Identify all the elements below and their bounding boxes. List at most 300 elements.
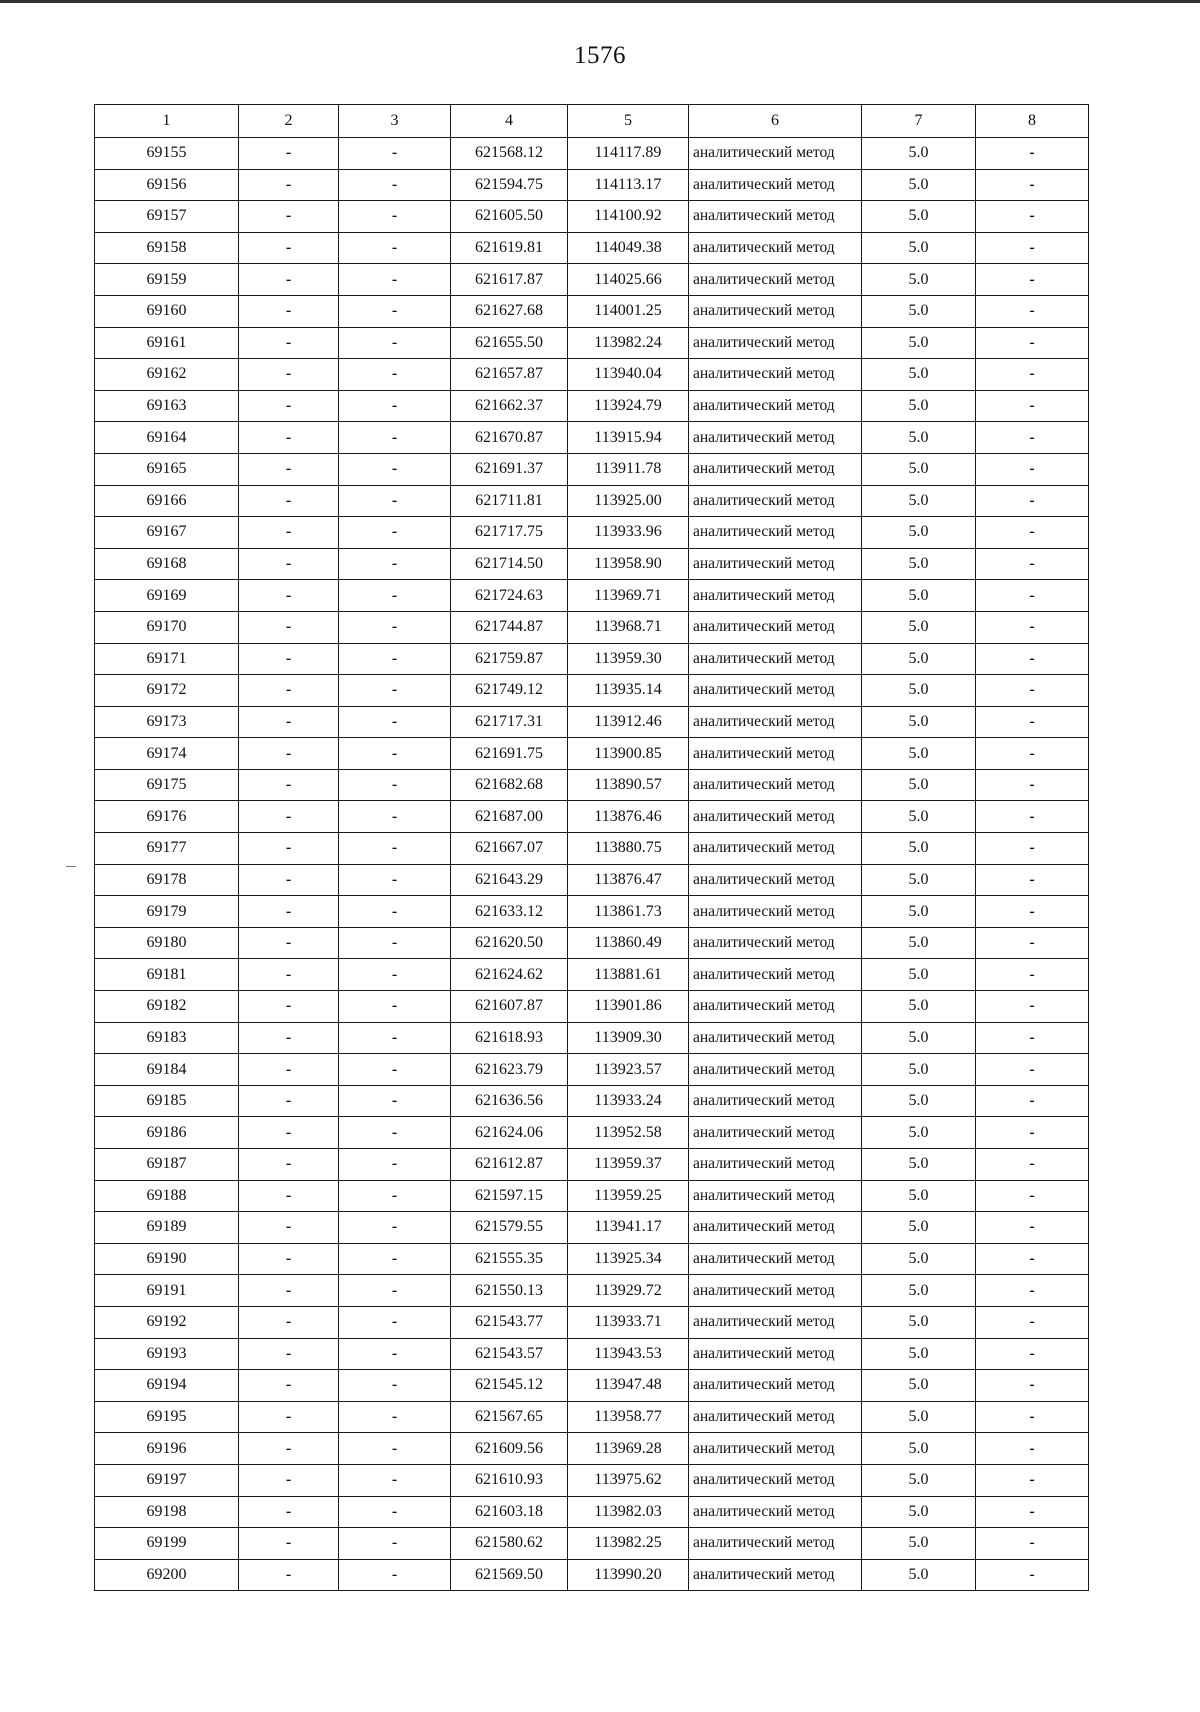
col2-value: - <box>239 927 339 959</box>
col3-value: - <box>339 1117 451 1149</box>
col8-value: - <box>976 927 1089 959</box>
point-number: 69166 <box>95 485 239 517</box>
col2-value: - <box>239 1022 339 1054</box>
col8-value: - <box>976 1338 1089 1370</box>
x-coordinate: 621580.62 <box>451 1528 568 1560</box>
col8-value: - <box>976 1275 1089 1307</box>
method: аналитический метод <box>689 959 862 991</box>
method: аналитический метод <box>689 896 862 928</box>
col3-value: - <box>339 1496 451 1528</box>
col2-value: - <box>239 1528 339 1560</box>
table-row <box>95 1401 1089 1433</box>
point-number: 69184 <box>95 1054 239 1086</box>
y-coordinate: 113940.04 <box>568 359 689 391</box>
accuracy: 5.0 <box>862 359 976 391</box>
method: аналитический метод <box>689 1496 862 1528</box>
y-coordinate: 113923.57 <box>568 1054 689 1086</box>
accuracy: 5.0 <box>862 201 976 233</box>
column-header-2: 2 <box>239 105 339 138</box>
y-coordinate: 113901.86 <box>568 991 689 1023</box>
col3-value: - <box>339 359 451 391</box>
scan-artifact-mark <box>66 866 76 867</box>
col2-value: - <box>239 422 339 454</box>
col2-value: - <box>239 485 339 517</box>
table-row <box>95 359 1089 391</box>
method: аналитический метод <box>689 1528 862 1560</box>
table-row <box>95 611 1089 643</box>
x-coordinate: 621636.56 <box>451 1085 568 1117</box>
y-coordinate: 113959.30 <box>568 643 689 675</box>
y-coordinate: 113935.14 <box>568 675 689 707</box>
table-row <box>95 991 1089 1023</box>
table-row <box>95 1496 1089 1528</box>
accuracy: 5.0 <box>862 1370 976 1402</box>
col2-value: - <box>239 517 339 549</box>
col8-value: - <box>976 1464 1089 1496</box>
col2-value: - <box>239 1243 339 1275</box>
y-coordinate: 113909.30 <box>568 1022 689 1054</box>
method: аналитический метод <box>689 169 862 201</box>
table-row <box>95 1306 1089 1338</box>
y-coordinate: 113876.47 <box>568 864 689 896</box>
x-coordinate: 621691.37 <box>451 453 568 485</box>
column-header-5: 5 <box>568 105 689 138</box>
x-coordinate: 621619.81 <box>451 232 568 264</box>
column-header-8: 8 <box>976 105 1089 138</box>
accuracy: 5.0 <box>862 1149 976 1181</box>
point-number: 69164 <box>95 422 239 454</box>
table-row <box>95 706 1089 738</box>
col3-value: - <box>339 1085 451 1117</box>
x-coordinate: 621682.68 <box>451 769 568 801</box>
point-number: 69160 <box>95 295 239 327</box>
col2-value: - <box>239 580 339 612</box>
accuracy: 5.0 <box>862 675 976 707</box>
method: аналитический метод <box>689 138 862 170</box>
method: аналитический метод <box>689 801 862 833</box>
accuracy: 5.0 <box>862 1212 976 1244</box>
method: аналитический метод <box>689 675 862 707</box>
table-row <box>95 264 1089 296</box>
top-border-line <box>0 0 1200 3</box>
col8-value: - <box>976 1180 1089 1212</box>
col8-value: - <box>976 548 1089 580</box>
col2-value: - <box>239 1149 339 1181</box>
table-row <box>95 390 1089 422</box>
x-coordinate: 621749.12 <box>451 675 568 707</box>
col8-value: - <box>976 1054 1089 1086</box>
table-row <box>95 327 1089 359</box>
col2-value: - <box>239 896 339 928</box>
point-number: 69189 <box>95 1212 239 1244</box>
table-row <box>95 1464 1089 1496</box>
y-coordinate: 113947.48 <box>568 1370 689 1402</box>
x-coordinate: 621605.50 <box>451 201 568 233</box>
x-coordinate: 621643.29 <box>451 864 568 896</box>
y-coordinate: 113876.46 <box>568 801 689 833</box>
col3-value: - <box>339 706 451 738</box>
col3-value: - <box>339 1275 451 1307</box>
col8-value: - <box>976 675 1089 707</box>
col2-value: - <box>239 548 339 580</box>
col8-value: - <box>976 991 1089 1023</box>
x-coordinate: 621623.79 <box>451 1054 568 1086</box>
col2-value: - <box>239 864 339 896</box>
col2-value: - <box>239 738 339 770</box>
method: аналитический метод <box>689 1433 862 1465</box>
col3-value: - <box>339 738 451 770</box>
table-row <box>95 453 1089 485</box>
col8-value: - <box>976 517 1089 549</box>
method: аналитический метод <box>689 1338 862 1370</box>
point-number: 69198 <box>95 1496 239 1528</box>
col8-value: - <box>976 864 1089 896</box>
col3-value: - <box>339 548 451 580</box>
point-number: 69168 <box>95 548 239 580</box>
table-row <box>95 833 1089 865</box>
method: аналитический метод <box>689 927 862 959</box>
method: аналитический метод <box>689 706 862 738</box>
x-coordinate: 621655.50 <box>451 327 568 359</box>
x-coordinate: 621627.68 <box>451 295 568 327</box>
accuracy: 5.0 <box>862 1559 976 1591</box>
col3-value: - <box>339 1559 451 1591</box>
point-number: 69178 <box>95 864 239 896</box>
method: аналитический метод <box>689 580 862 612</box>
col3-value: - <box>339 264 451 296</box>
method: аналитический метод <box>689 264 862 296</box>
point-number: 69167 <box>95 517 239 549</box>
point-number: 69190 <box>95 1243 239 1275</box>
col8-value: - <box>976 1528 1089 1560</box>
table-row <box>95 1054 1089 1086</box>
x-coordinate: 621617.87 <box>451 264 568 296</box>
col3-value: - <box>339 927 451 959</box>
col8-value: - <box>976 390 1089 422</box>
point-number: 69175 <box>95 769 239 801</box>
method: аналитический метод <box>689 643 862 675</box>
col3-value: - <box>339 611 451 643</box>
col2-value: - <box>239 1496 339 1528</box>
x-coordinate: 621579.55 <box>451 1212 568 1244</box>
y-coordinate: 113959.37 <box>568 1149 689 1181</box>
x-coordinate: 621759.87 <box>451 643 568 675</box>
x-coordinate: 621624.62 <box>451 959 568 991</box>
accuracy: 5.0 <box>862 422 976 454</box>
y-coordinate: 113933.71 <box>568 1306 689 1338</box>
x-coordinate: 621610.93 <box>451 1464 568 1496</box>
x-coordinate: 621618.93 <box>451 1022 568 1054</box>
point-number: 69182 <box>95 991 239 1023</box>
col2-value: - <box>239 643 339 675</box>
point-number: 69176 <box>95 801 239 833</box>
method: аналитический метод <box>689 422 862 454</box>
table-row <box>95 769 1089 801</box>
y-coordinate: 113890.57 <box>568 769 689 801</box>
y-coordinate: 113924.79 <box>568 390 689 422</box>
col8-value: - <box>976 643 1089 675</box>
col8-value: - <box>976 611 1089 643</box>
col8-value: - <box>976 959 1089 991</box>
method: аналитический метод <box>689 1180 862 1212</box>
accuracy: 5.0 <box>862 169 976 201</box>
col8-value: - <box>976 1306 1089 1338</box>
col2-value: - <box>239 1338 339 1370</box>
method: аналитический метод <box>689 1117 862 1149</box>
column-header-3: 3 <box>339 105 451 138</box>
table-row <box>95 1275 1089 1307</box>
col2-value: - <box>239 991 339 1023</box>
accuracy: 5.0 <box>862 1054 976 1086</box>
method: аналитический метод <box>689 1306 862 1338</box>
table-row <box>95 1085 1089 1117</box>
table-row <box>95 422 1089 454</box>
col2-value: - <box>239 295 339 327</box>
x-coordinate: 621607.87 <box>451 991 568 1023</box>
column-header-4: 4 <box>451 105 568 138</box>
table-row <box>95 896 1089 928</box>
col2-value: - <box>239 1464 339 1496</box>
col2-value: - <box>239 201 339 233</box>
col3-value: - <box>339 232 451 264</box>
method: аналитический метод <box>689 611 862 643</box>
method: аналитический метод <box>689 327 862 359</box>
point-number: 69169 <box>95 580 239 612</box>
col8-value: - <box>976 1559 1089 1591</box>
col3-value: - <box>339 453 451 485</box>
accuracy: 5.0 <box>862 991 976 1023</box>
table-row <box>95 959 1089 991</box>
col3-value: - <box>339 422 451 454</box>
point-number: 69163 <box>95 390 239 422</box>
col8-value: - <box>976 264 1089 296</box>
point-number: 69197 <box>95 1464 239 1496</box>
col2-value: - <box>239 264 339 296</box>
method: аналитический метод <box>689 1022 862 1054</box>
col8-value: - <box>976 580 1089 612</box>
x-coordinate: 621568.12 <box>451 138 568 170</box>
method: аналитический метод <box>689 517 862 549</box>
col2-value: - <box>239 611 339 643</box>
col3-value: - <box>339 675 451 707</box>
col2-value: - <box>239 1212 339 1244</box>
table-body <box>95 138 1089 1591</box>
point-number: 69170 <box>95 611 239 643</box>
point-number: 69181 <box>95 959 239 991</box>
y-coordinate: 113915.94 <box>568 422 689 454</box>
table-row <box>95 1559 1089 1591</box>
col8-value: - <box>976 453 1089 485</box>
method: аналитический метод <box>689 485 862 517</box>
col2-value: - <box>239 1559 339 1591</box>
point-number: 69165 <box>95 453 239 485</box>
point-number: 69194 <box>95 1370 239 1402</box>
y-coordinate: 113881.61 <box>568 959 689 991</box>
col2-value: - <box>239 1275 339 1307</box>
x-coordinate: 621691.75 <box>451 738 568 770</box>
accuracy: 5.0 <box>862 1433 976 1465</box>
method: аналитический метод <box>689 295 862 327</box>
col3-value: - <box>339 169 451 201</box>
accuracy: 5.0 <box>862 706 976 738</box>
x-coordinate: 621714.50 <box>451 548 568 580</box>
col3-value: - <box>339 1528 451 1560</box>
col3-value: - <box>339 517 451 549</box>
accuracy: 5.0 <box>862 1243 976 1275</box>
accuracy: 5.0 <box>862 643 976 675</box>
point-number: 69185 <box>95 1085 239 1117</box>
table-row <box>95 517 1089 549</box>
method: аналитический метод <box>689 769 862 801</box>
x-coordinate: 621597.15 <box>451 1180 568 1212</box>
accuracy: 5.0 <box>862 959 976 991</box>
accuracy: 5.0 <box>862 1275 976 1307</box>
method: аналитический метод <box>689 1464 862 1496</box>
method: аналитический метод <box>689 453 862 485</box>
col3-value: - <box>339 201 451 233</box>
col2-value: - <box>239 675 339 707</box>
col8-value: - <box>976 422 1089 454</box>
col8-value: - <box>976 1149 1089 1181</box>
col2-value: - <box>239 453 339 485</box>
method: аналитический метод <box>689 864 862 896</box>
accuracy: 5.0 <box>862 232 976 264</box>
page-number: 1576 <box>574 42 626 69</box>
x-coordinate: 621594.75 <box>451 169 568 201</box>
col3-value: - <box>339 959 451 991</box>
col2-value: - <box>239 169 339 201</box>
x-coordinate: 621543.57 <box>451 1338 568 1370</box>
col8-value: - <box>976 1496 1089 1528</box>
point-number: 69180 <box>95 927 239 959</box>
col8-value: - <box>976 1085 1089 1117</box>
method: аналитический метод <box>689 201 862 233</box>
method: аналитический метод <box>689 1243 862 1275</box>
x-coordinate: 621555.35 <box>451 1243 568 1275</box>
col2-value: - <box>239 1401 339 1433</box>
y-coordinate: 113933.96 <box>568 517 689 549</box>
col3-value: - <box>339 864 451 896</box>
table-row <box>95 1180 1089 1212</box>
col2-value: - <box>239 801 339 833</box>
x-coordinate: 621717.31 <box>451 706 568 738</box>
accuracy: 5.0 <box>862 801 976 833</box>
col3-value: - <box>339 1212 451 1244</box>
x-coordinate: 621657.87 <box>451 359 568 391</box>
method: аналитический метод <box>689 359 862 391</box>
y-coordinate: 113982.25 <box>568 1528 689 1560</box>
method: аналитический метод <box>689 1275 862 1307</box>
y-coordinate: 113969.28 <box>568 1433 689 1465</box>
col8-value: - <box>976 896 1089 928</box>
point-number: 69191 <box>95 1275 239 1307</box>
accuracy: 5.0 <box>862 1464 976 1496</box>
method: аналитический метод <box>689 1054 862 1086</box>
y-coordinate: 113975.62 <box>568 1464 689 1496</box>
col8-value: - <box>976 1022 1089 1054</box>
table-row <box>95 548 1089 580</box>
column-header-1: 1 <box>95 105 239 138</box>
y-coordinate: 113958.90 <box>568 548 689 580</box>
y-coordinate: 113969.71 <box>568 580 689 612</box>
x-coordinate: 621744.87 <box>451 611 568 643</box>
method: аналитический метод <box>689 1212 862 1244</box>
table-row <box>95 738 1089 770</box>
col3-value: - <box>339 801 451 833</box>
col3-value: - <box>339 1401 451 1433</box>
point-number: 69156 <box>95 169 239 201</box>
accuracy: 5.0 <box>862 1401 976 1433</box>
col2-value: - <box>239 1117 339 1149</box>
table-row <box>95 1370 1089 1402</box>
table-row <box>95 295 1089 327</box>
point-number: 69192 <box>95 1306 239 1338</box>
y-coordinate: 113900.85 <box>568 738 689 770</box>
col2-value: - <box>239 359 339 391</box>
y-coordinate: 113968.71 <box>568 611 689 643</box>
table-row <box>95 927 1089 959</box>
accuracy: 5.0 <box>862 1528 976 1560</box>
accuracy: 5.0 <box>862 1117 976 1149</box>
y-coordinate: 113925.34 <box>568 1243 689 1275</box>
table-row <box>95 1433 1089 1465</box>
col8-value: - <box>976 295 1089 327</box>
col2-value: - <box>239 1180 339 1212</box>
y-coordinate: 113982.24 <box>568 327 689 359</box>
y-coordinate: 113941.17 <box>568 1212 689 1244</box>
accuracy: 5.0 <box>862 453 976 485</box>
col3-value: - <box>339 1306 451 1338</box>
method: аналитический метод <box>689 548 862 580</box>
col8-value: - <box>976 1243 1089 1275</box>
table-header-row <box>95 105 1089 138</box>
table-row <box>95 1022 1089 1054</box>
col8-value: - <box>976 359 1089 391</box>
col3-value: - <box>339 1370 451 1402</box>
point-number: 69171 <box>95 643 239 675</box>
col8-value: - <box>976 327 1089 359</box>
col2-value: - <box>239 327 339 359</box>
accuracy: 5.0 <box>862 517 976 549</box>
table-row <box>95 643 1089 675</box>
method: аналитический метод <box>689 1401 862 1433</box>
point-number: 69200 <box>95 1559 239 1591</box>
col8-value: - <box>976 801 1089 833</box>
table-row <box>95 169 1089 201</box>
y-coordinate: 114001.25 <box>568 295 689 327</box>
x-coordinate: 621612.87 <box>451 1149 568 1181</box>
col2-value: - <box>239 959 339 991</box>
col2-value: - <box>239 1306 339 1338</box>
y-coordinate: 114025.66 <box>568 264 689 296</box>
point-number: 69196 <box>95 1433 239 1465</box>
col2-value: - <box>239 706 339 738</box>
accuracy: 5.0 <box>862 138 976 170</box>
y-coordinate: 113911.78 <box>568 453 689 485</box>
table-row <box>95 1243 1089 1275</box>
col8-value: - <box>976 706 1089 738</box>
col2-value: - <box>239 1370 339 1402</box>
column-header-7: 7 <box>862 105 976 138</box>
point-number: 69193 <box>95 1338 239 1370</box>
col3-value: - <box>339 1054 451 1086</box>
accuracy: 5.0 <box>862 927 976 959</box>
accuracy: 5.0 <box>862 1496 976 1528</box>
accuracy: 5.0 <box>862 611 976 643</box>
point-number: 69199 <box>95 1528 239 1560</box>
col3-value: - <box>339 327 451 359</box>
col8-value: - <box>976 833 1089 865</box>
